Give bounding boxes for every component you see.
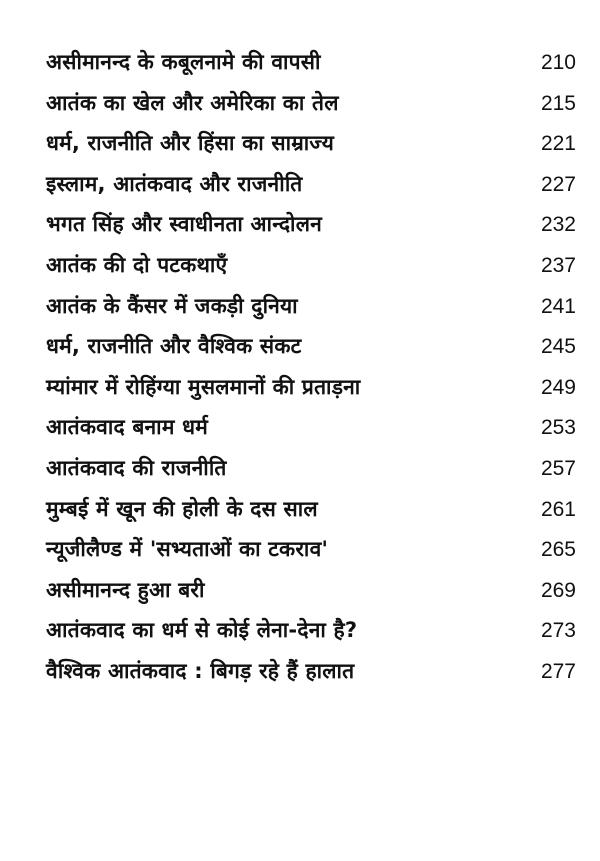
toc-entry-page: 210 xyxy=(540,51,576,74)
table-of-contents xyxy=(46,44,576,694)
toc-entry xyxy=(46,125,576,166)
toc-entry xyxy=(46,572,576,613)
toc-entry xyxy=(46,288,576,329)
toc-entry-title: वैश्विक आतंकवाद : बिगड़ रहे हैं हालात xyxy=(46,658,355,683)
toc-entry-page: 269 xyxy=(540,578,576,602)
toc-entry xyxy=(46,491,576,532)
toc-entry-page: 245 xyxy=(540,335,576,359)
toc-entry-title: इस्लाम, आतंकवाद और राजनीति xyxy=(46,171,303,196)
toc-entry xyxy=(46,206,576,247)
toc-entry xyxy=(46,44,576,85)
toc-entry-title: आतंकवाद बनाम धर्म xyxy=(46,415,208,440)
toc-entry-title: आतंक का खेल और अमेरिका का तेल xyxy=(46,90,339,115)
toc-entry-title: धर्म, राजनीति और वैश्विक संकट xyxy=(46,334,302,359)
toc-entry xyxy=(46,247,576,288)
toc-entry-page: 241 xyxy=(540,294,576,318)
toc-entry-page: 215 xyxy=(540,91,576,115)
toc-entry-title: भगत सिंह और स्वाधीनता आन्दोलन xyxy=(46,212,322,237)
toc-entry-page: 273 xyxy=(540,619,576,643)
toc-entry xyxy=(46,450,576,491)
toc-entry-page: 232 xyxy=(540,213,576,237)
toc-entry-title: असीमानन्द के कबूलनामे की वापसी xyxy=(46,50,321,74)
toc-entry-page: 237 xyxy=(540,253,576,277)
toc-entry-title: आतंकवाद का धर्म से कोई लेना-देना है? xyxy=(46,618,358,643)
toc-entry-title: आतंकवाद की राजनीति xyxy=(46,455,227,480)
toc-entry xyxy=(46,531,576,572)
toc-entry xyxy=(46,166,576,207)
toc-entry xyxy=(46,653,576,694)
toc-entry-page: 257 xyxy=(540,456,576,480)
toc-entry-title: असीमानन्द हुआ बरी xyxy=(46,577,205,602)
toc-entry-title: आतंक की दो पटकथाएँ xyxy=(46,252,228,277)
toc-entry-title: म्यांमार में रोहिंग्या मुसलमानों की प्रताड़ना xyxy=(46,374,361,399)
toc-entry xyxy=(46,369,576,410)
toc-entry-title: न्यूजीलैण्ड में 'सभ्यताओं का टकराव' xyxy=(46,537,329,562)
toc-entry-page: 221 xyxy=(540,132,576,156)
toc-entry-page: 261 xyxy=(540,497,576,521)
toc-entry xyxy=(46,328,576,369)
toc-entry-title: आतंक के कैंसर में जकड़ी दुनिया xyxy=(46,293,298,318)
toc-entry-page: 265 xyxy=(540,538,576,562)
toc-entry-title: मुम्बई में खून की होली के दस साल xyxy=(46,496,318,521)
toc-entry xyxy=(46,85,576,126)
toc-entry xyxy=(46,612,576,653)
toc-entry-page: 249 xyxy=(540,375,576,399)
toc-entry-page: 227 xyxy=(540,172,576,196)
toc-entry-title: धर्म, राजनीति और हिंसा का साम्राज्य xyxy=(46,131,335,156)
toc-entry-page: 253 xyxy=(540,416,576,440)
toc-entry xyxy=(46,409,576,450)
toc-entry-page: 277 xyxy=(540,659,576,683)
